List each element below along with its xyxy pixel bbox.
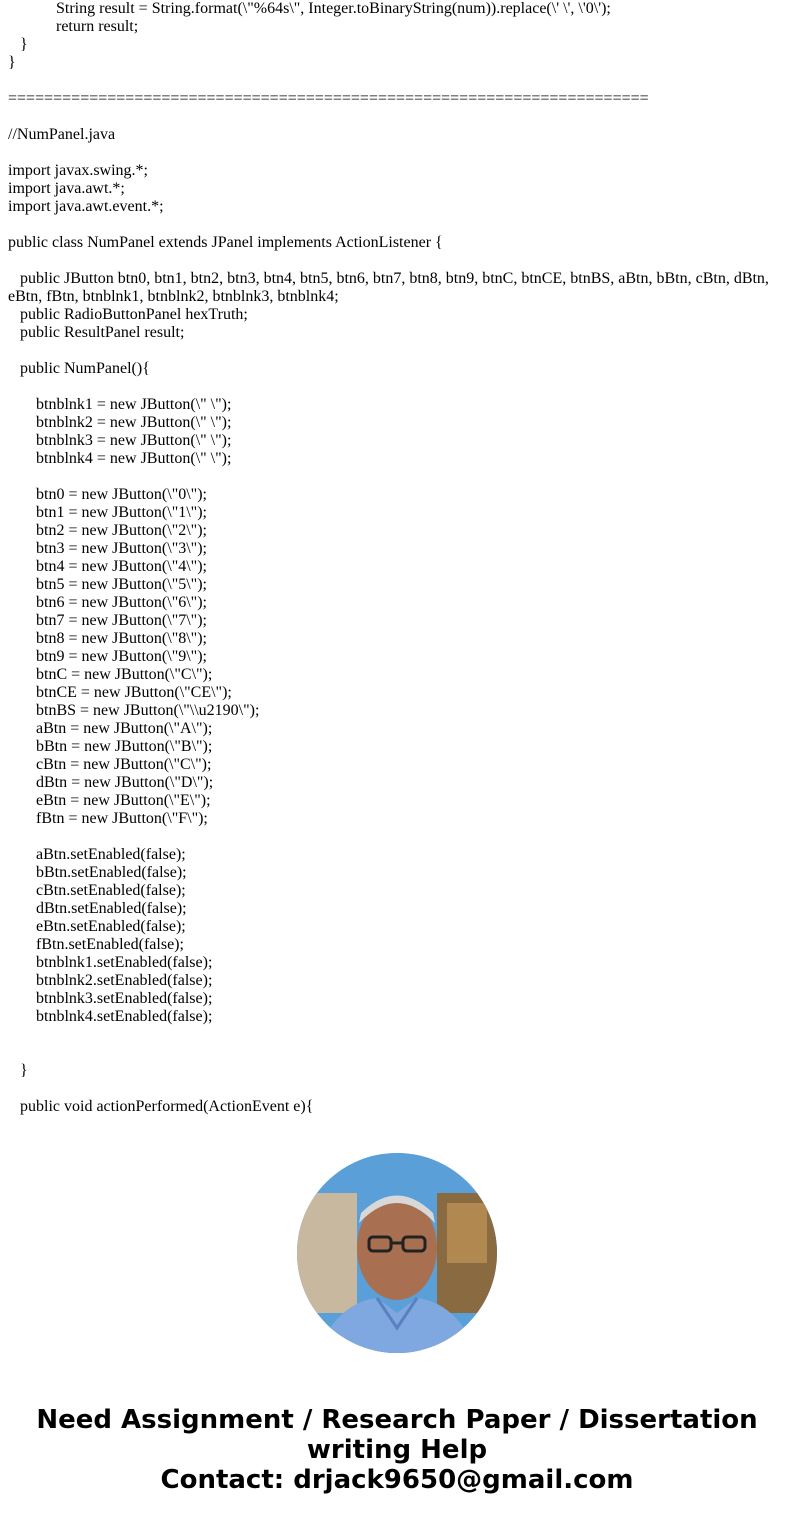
code-line: String result = String.format(\"%64s\", Integer.toBinaryString(num)).replace(\' \', \'0\'); [8,0,611,17]
code-document [8,0,788,1116]
field-declaration: public RadioButtonPanel hexTruth; [8,306,248,323]
method-declaration: public void actionPerformed(ActionEvent e){ [8,1098,314,1115]
set-enabled-line: btnblnk1.setEnabled(false); [8,954,213,971]
class-declaration: public class NumPanel extends JPanel implements ActionListener { [8,234,443,251]
closing-brace: } [8,1062,28,1079]
set-enabled-line: bBtn.setEnabled(false); [8,864,187,881]
button-init-line: btn8 = new JButton(\"8\"); [8,630,207,647]
button-init-line: aBtn = new JButton(\"A\"); [8,720,213,737]
button-init-line: btn7 = new JButton(\"7\"); [8,612,207,629]
button-init-line: btn2 = new JButton(\"2\"); [8,522,207,539]
button-init-line: btnBS = new JButton(\"\\u2190\"); [8,702,260,719]
person-portrait-icon [297,1153,497,1353]
button-init-block [8,486,788,828]
button-init-line: eBtn = new JButton(\"E\"); [8,792,211,809]
button-init-line: btn0 = new JButton(\"0\"); [8,486,207,503]
constructor-declaration: public NumPanel(){ [8,360,150,377]
set-enabled-line: btnblnk2.setEnabled(false); [8,972,213,989]
set-enabled-line: aBtn.setEnabled(false); [8,846,186,863]
button-init-line: btn6 = new JButton(\"6\"); [8,594,207,611]
disable-block [8,846,788,1026]
import-line: import java.awt.event.*; [8,198,164,215]
set-enabled-line: fBtn.setEnabled(false); [8,936,184,953]
code-line: btnblnk3 = new JButton(\" \"); [8,432,232,449]
button-init-line: dBtn = new JButton(\"D\"); [8,774,214,791]
code-line: btnblnk4 = new JButton(\" \"); [8,450,232,467]
file-comment: //NumPanel.java [8,126,116,143]
field-declaration: public ResultPanel result; [8,324,185,341]
button-init-line: btn1 = new JButton(\"1\"); [8,504,207,521]
promo-line-1: Need Assignment / Research Paper / Dissertation [36,1405,758,1435]
set-enabled-line: btnblnk4.setEnabled(false); [8,1008,213,1025]
button-init-line: btn9 = new JButton(\"9\"); [8,648,207,665]
code-line: btnblnk1 = new JButton(\" \"); [8,396,232,413]
field-declaration: public JButton btn0, btn1, btn2, btn3, btn4, btn5, btn6, btn7, btn8, btn9, btnC, btnCE, btnBS, aBtn, bBtn, cBtn, dBtn, eBtn, fBtn, btnblnk1, btnblnk2, btnblnk3, btnblnk4; [8,270,773,305]
button-init-line: btnC = new JButton(\"C\"); [8,666,213,683]
button-init-line: bBtn = new JButton(\"B\"); [8,738,213,755]
button-init-line: cBtn = new JButton(\"C\"); [8,756,212,773]
code-line: return result; [8,18,139,35]
set-enabled-line: dBtn.setEnabled(false); [8,900,187,917]
button-init-line: btnCE = new JButton(\"CE\"); [8,684,232,701]
set-enabled-line: btnblnk3.setEnabled(false); [8,990,213,1007]
code-line: btnblnk2 = new JButton(\" \"); [8,414,232,431]
import-line: import javax.swing.*; [8,162,148,179]
set-enabled-line: eBtn.setEnabled(false); [8,918,186,935]
button-init-line: fBtn = new JButton(\"F\"); [8,810,208,827]
promo-banner [0,1405,794,1495]
button-init-line: btn3 = new JButton(\"3\"); [8,540,207,557]
code-line: } [8,36,28,53]
separator-line: ======================================================================= [8,90,649,107]
button-init-line: btn5 = new JButton(\"5\"); [8,576,207,593]
promo-line-2: writing Help [306,1435,488,1465]
button-init-line: btn4 = new JButton(\"4\"); [8,558,207,575]
code-line: } [8,54,16,71]
import-line: import java.awt.*; [8,180,125,197]
author-avatar [297,1153,497,1353]
promo-contact: Contact: drjack9650@gmail.com [160,1465,634,1495]
set-enabled-line: cBtn.setEnabled(false); [8,882,186,899]
